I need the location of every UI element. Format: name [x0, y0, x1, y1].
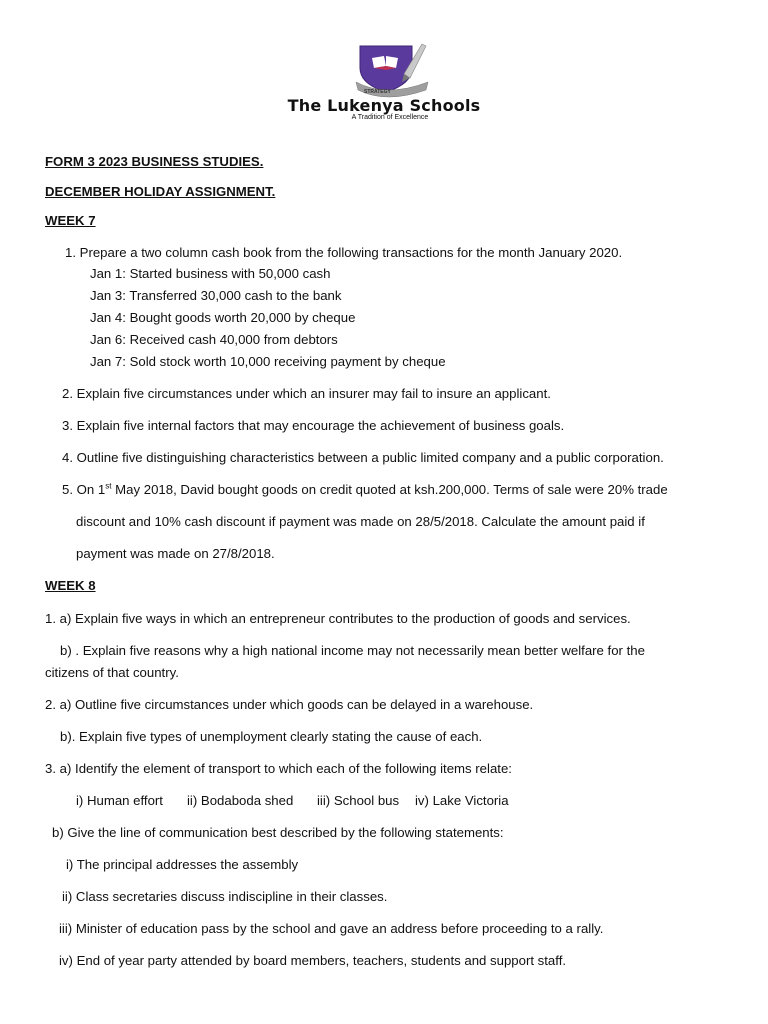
transport-item: iv) Lake Victoria: [415, 793, 509, 808]
week7-question-3: 3. Explain five internal factors that may encourage the achievement of business goals.: [62, 418, 565, 433]
week7-question-2: 2. Explain five circumstances under which an insurer may fail to insure an applicant.: [62, 386, 551, 401]
week8-question-1b-line2: citizens of that country.: [45, 665, 179, 680]
week8-question-2b: b). Explain five types of unemployment clearly stating the cause of each.: [60, 729, 483, 744]
crest-banner-text: STRATEGY: [364, 89, 391, 95]
communication-item: iii) Minister of education pass by the school and gave an address before proceeding to a rally.: [59, 921, 604, 936]
transport-item: ii) Bodaboda shed: [187, 793, 294, 808]
week7-heading: WEEK 7: [45, 213, 96, 228]
transaction-item: Jan 4: Bought goods worth 20,000 by cheque: [90, 310, 356, 325]
school-motto: A Tradition of Excellence: [351, 114, 429, 121]
transaction-item: Jan 3: Transferred 30,000 cash to the bank: [90, 288, 342, 303]
week7-question-5-line2: discount and 10% cash discount if payment was made on 28/5/2018. Calculate the amount paid if: [76, 514, 645, 529]
transaction-item: Jan 1: Started business with 50,000 cash: [90, 266, 331, 281]
week7-question-5-line3: payment was made on 27/8/2018.: [76, 546, 275, 561]
transport-item: i) Human effort: [76, 793, 163, 808]
communication-item: ii) Class secretaries discuss indiscipline in their classes.: [62, 889, 388, 904]
week8-question-2a: 2. a) Outline five circumstances under which goods can be delayed in a warehouse.: [45, 697, 534, 712]
communication-item: i) The principal addresses the assembly: [66, 857, 299, 872]
week8-question-1b: b) . Explain five reasons why a high national income may not necessarily mean better welfare for the: [60, 643, 645, 658]
course-title: FORM 3 2023 BUSINESS STUDIES.: [45, 154, 264, 169]
week8-question-3a: 3. a) Identify the element of transport to which each of the following items relate:: [45, 761, 512, 776]
communication-item: iv) End of year party attended by board members, teachers, students and support staff.: [59, 953, 567, 968]
week8-question-1a: 1. a) Explain five ways in which an entrepreneur contributes to the production of goods and services.: [45, 611, 631, 626]
week7-question-5: [62, 482, 668, 497]
transaction-item: Jan 6: Received cash 40,000 from debtors: [90, 332, 338, 347]
assignment-title: DECEMBER HOLIDAY ASSIGNMENT.: [45, 184, 276, 199]
question-5-text: May 2018, David bought goods on credit quoted at ksh.200,000. Terms of sale were 20% trade: [111, 482, 668, 497]
transport-item: iii) School bus: [317, 793, 400, 808]
school-name: The Lukenya Schools: [287, 96, 481, 115]
transaction-item: Jan 7: Sold stock worth 10,000 receiving payment by cheque: [90, 354, 446, 369]
week8-question-3b: b) Give the line of communication best described by the following statements:: [52, 825, 504, 840]
question-5-prefix: 5. On 1: [62, 482, 106, 497]
question-5-ordinal: st: [105, 481, 112, 491]
week7-question-1: 1. Prepare a two column cash book from the following transactions for the month January 2020.: [65, 245, 623, 260]
week8-heading: WEEK 8: [45, 578, 96, 593]
week7-question-4: 4. Outline five distinguishing characteristics between a public limited company and a public corporation.: [62, 450, 664, 465]
